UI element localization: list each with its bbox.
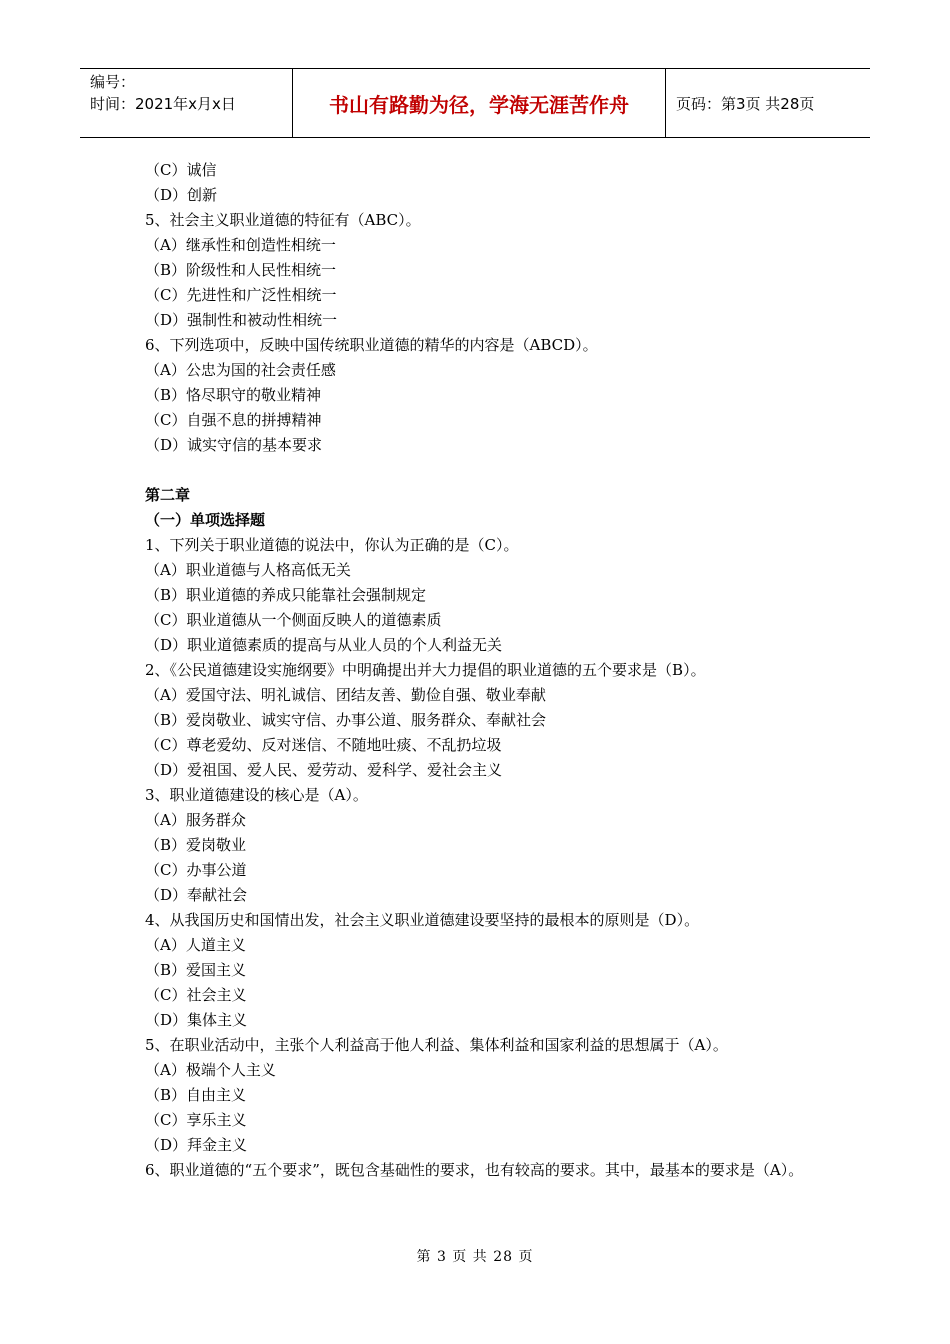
text-line: （C）先进性和广泛性相统一 xyxy=(145,286,337,304)
question: 6、下列选项中，反映中国传统职业道德的精华的内容是（ABCD）。 xyxy=(145,336,598,354)
text-line: （C）诚信 xyxy=(145,161,217,179)
header-motto: 书山有路勤为径，学海无涯苦作舟 xyxy=(293,69,666,137)
header-meta xyxy=(80,69,293,137)
document-date: 时间：2021年x月x日 xyxy=(90,95,236,113)
text-line: （A）爱国守法、明礼诚信、团结友善、勤俭自强、敬业奉献 xyxy=(145,686,546,704)
document-number: 编号： xyxy=(90,73,136,91)
text-line: （B）爱国主义 xyxy=(145,961,247,979)
text-line: （D）奉献社会 xyxy=(145,886,248,904)
text-line: （D）职业道德素质的提高与从业人员的个人利益无关 xyxy=(145,636,503,654)
text-line: （D）爱祖国、爱人民、爱劳动、爱科学、爱社会主义 xyxy=(145,761,503,779)
spacer xyxy=(145,458,810,483)
text-line: （D）拜金主义 xyxy=(145,1136,248,1154)
question: 3、职业道德建设的核心是（A）。 xyxy=(145,786,368,804)
page-footer: 第 3 页 共 28 页 xyxy=(416,1249,534,1265)
question: 1、下列关于职业道德的说法中，你认为正确的是（C）。 xyxy=(145,536,519,554)
document-body xyxy=(145,158,810,1183)
section-title: （一）单项选择题 xyxy=(145,511,266,529)
text-line: （B）恪尽职守的敬业精神 xyxy=(145,386,322,404)
text-line: （D）诚实守信的基本要求 xyxy=(145,436,323,454)
text-line: （B）爱岗敬业、诚实守信、办事公道、服务群众、奉献社会 xyxy=(145,711,547,729)
text-line: （A）极端个人主义 xyxy=(145,1061,276,1079)
chapter-title: 第二章 xyxy=(145,486,191,504)
text-line: （D）创新 xyxy=(145,186,218,204)
question: 6、职业道德的“五个要求”，既包含基础性的要求，也有较高的要求。其中，最基本的要求是（A）。 xyxy=(145,1161,804,1179)
question: 2、《公民道德建设实施纲要》中明确提出并大力提倡的职业道德的五个要求是（B）。 xyxy=(145,661,706,679)
page-header xyxy=(80,68,870,138)
text-line: （B）爱岗敬业 xyxy=(145,836,247,854)
text-line: （C）办事公道 xyxy=(145,861,247,879)
text-line: （B）自由主义 xyxy=(145,1086,247,1104)
text-line: （C）自强不息的拼搏精神 xyxy=(145,411,322,429)
text-line: （B）职业道德的养成只能靠社会强制规定 xyxy=(145,586,427,604)
header-page-info: 页码：第3页 共28页 xyxy=(676,94,815,113)
text-line: （D）强制性和被动性相统一 xyxy=(145,311,338,329)
text-line: （C）享乐主义 xyxy=(145,1111,247,1129)
text-line: （A）继承性和创造性相统一 xyxy=(145,236,336,254)
question: 4、从我国历史和国情出发，社会主义职业道德建设要坚持的最根本的原则是（D）。 xyxy=(145,911,700,929)
text-line: （A）公忠为国的社会责任感 xyxy=(145,361,336,379)
text-line: （A）人道主义 xyxy=(145,936,246,954)
text-line: （B）阶级性和人民性相统一 xyxy=(145,261,337,279)
text-line: （C）职业道德从一个侧面反映人的道德素质 xyxy=(145,611,442,629)
text-line: （C）尊老爱幼、反对迷信、不随地吐痰、不乱扔垃圾 xyxy=(145,736,502,754)
question: 5、在职业活动中，主张个人利益高于他人利益、集体利益和国家利益的思想属于（A）。 xyxy=(145,1036,728,1054)
text-line: （D）集体主义 xyxy=(145,1011,248,1029)
text-line: （A）服务群众 xyxy=(145,811,246,829)
question: 5、社会主义职业道德的特征有（ABC）。 xyxy=(145,211,421,229)
text-line: （A）职业道德与人格高低无关 xyxy=(145,561,351,579)
text-line: （C）社会主义 xyxy=(145,986,247,1004)
